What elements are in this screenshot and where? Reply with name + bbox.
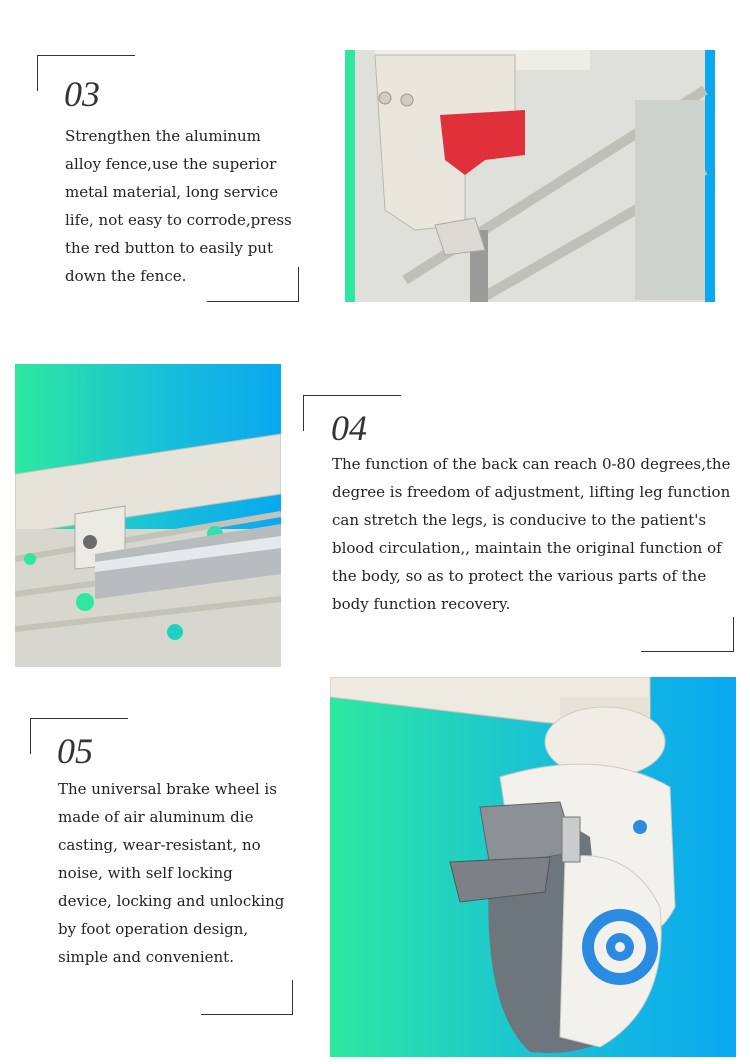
section-number: 03 (64, 74, 100, 114)
brake-wheel-photo (330, 677, 736, 1057)
corner-top-line (30, 718, 128, 719)
section-number: 05 (57, 731, 93, 771)
fence-button-photo (345, 50, 715, 302)
corner-top-line (303, 395, 401, 396)
corner-left-line (303, 395, 304, 431)
corner-right-line (733, 617, 734, 652)
corner-top-line (37, 55, 135, 56)
section-description: Strengthen the aluminum alloy fence,use the superior metal material, long service life, not easy to corrode,press the red button to easily put down the fence. (65, 127, 292, 285)
corner-left-line (37, 55, 38, 91)
section-number: 04 (331, 408, 367, 448)
corner-bottom-line (641, 651, 734, 652)
corner-left-line (30, 718, 31, 754)
back-adjust-photo (15, 364, 281, 667)
corner-bottom-line (207, 301, 299, 302)
corner-right-line (292, 980, 293, 1015)
section-description: The universal brake wheel is made of air aluminum die casting, wear-resistant, no noise, with self locking device, locking and unlocking by foot operation design, simple and convenient. (58, 780, 285, 966)
section-description: The function of the back can reach 0-80 degrees,the degree is freedom of adjustment, lifting leg function can stretch the legs, is conducive to the patient's blood circulation,, maintain the original function of the body, so as to protect the various parts of the body function recovery. (332, 455, 731, 613)
corner-bottom-line (201, 1014, 293, 1015)
corner-right-line (298, 267, 299, 302)
